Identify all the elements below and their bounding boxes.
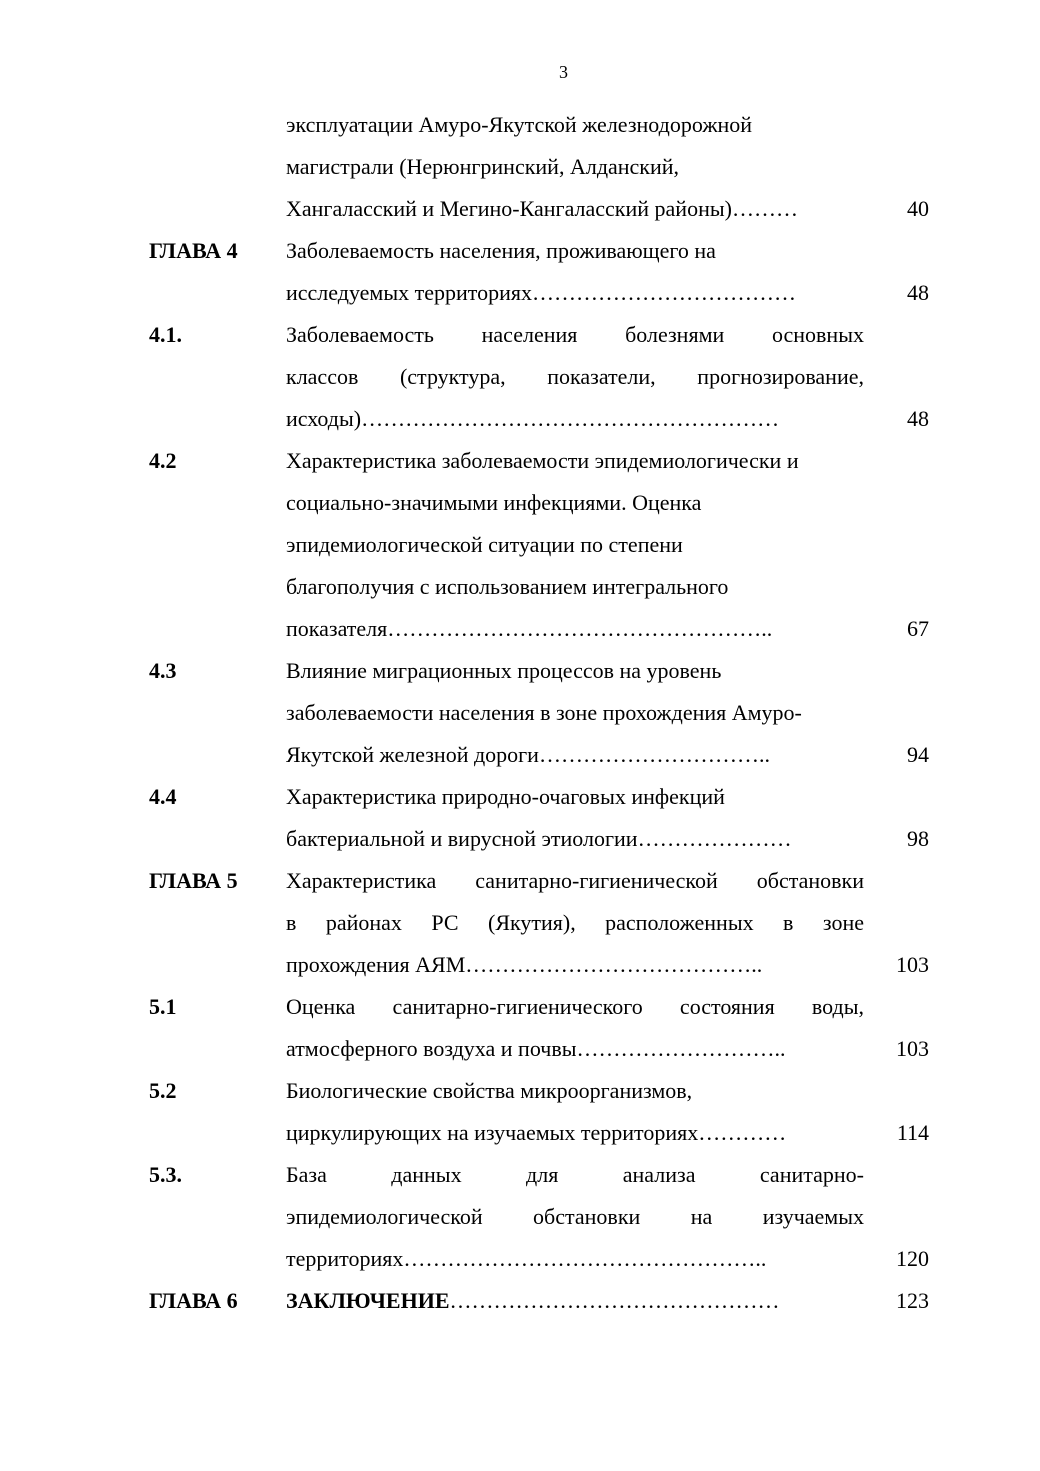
toc-entry-title (286, 986, 864, 1070)
toc-entry-title (286, 860, 864, 986)
toc-entry-page: 114 (896, 1120, 929, 1145)
toc-entry-title-line: Заболеваемость населения болезнями основных (286, 322, 864, 347)
toc-entry-label: 4.4 (149, 784, 177, 809)
table-of-contents (149, 104, 929, 1322)
toc-entry-title-line: Влияние миграционных процессов на уровень (286, 658, 722, 683)
toc-entry-page: 48 (907, 406, 929, 431)
toc-entry-title-line: эпидемиологической ситуации по степени (286, 532, 683, 557)
toc-entry-title-line: циркулирующих на изучаемых территориях………… (286, 1120, 787, 1145)
toc-entry-title-line: Характеристика природно-очаговых инфекций (286, 784, 725, 809)
toc-entry-label: ГЛАВА 6 (149, 1288, 238, 1313)
toc-entry (149, 440, 929, 650)
toc-entry (149, 1154, 929, 1280)
toc-entry-page: 98 (907, 826, 929, 851)
toc-entry-title (286, 650, 864, 776)
toc-entry (149, 776, 929, 860)
toc-entry-title-line (286, 1280, 864, 1322)
toc-entry-label: 4.2 (149, 448, 177, 473)
toc-entry-title-line: Биологические свойства микроорганизмов, (286, 1078, 693, 1103)
toc-entry-title-line: в районах РС (Якутия), расположенных в зоне (286, 910, 864, 935)
toc-entry-title-line: Характеристика заболеваемости эпидемиологически и (286, 448, 799, 473)
toc-entry-title-line: классов (структура, показатели, прогнозирование, (286, 364, 864, 389)
toc-entry-title-line: Хангаласский и Мегино-Кангаласский районы)……… (286, 196, 798, 221)
toc-entry-label: 4.3 (149, 658, 177, 683)
toc-entry-title-line: Оценка санитарно-гигиенического состояния воды, (286, 994, 864, 1019)
toc-entry-title (286, 1070, 864, 1154)
toc-entry-title-line: эпидемиологической обстановки на изучаемых (286, 1204, 864, 1229)
toc-entry-title (286, 230, 864, 314)
page-number: 3 (559, 62, 568, 82)
toc-entry-title-line: прохождения АЯМ………………………………….. (286, 952, 763, 977)
toc-entry-title-line: социально-значимыми инфекциями. Оценка (286, 490, 702, 515)
toc-entry-title (286, 104, 864, 230)
toc-entry-title-line: бактериальной и вирусной этиологии………………… (286, 826, 792, 851)
toc-entry (149, 986, 929, 1070)
toc-entry-title-line: База данных для анализа санитарно- (286, 1162, 864, 1187)
toc-entry-page: 94 (907, 742, 929, 767)
toc-entry-page: 123 (896, 1288, 929, 1313)
toc-entry-title-line: исследуемых территориях……………………………… (286, 280, 796, 305)
toc-entry-title-bold: ЗАКЛЮЧЕНИЕ (286, 1288, 450, 1313)
toc-entry (149, 104, 929, 230)
toc-entry-page: 120 (896, 1246, 929, 1271)
toc-entry-title-line: атмосферного воздуха и почвы……………………….. (286, 1036, 786, 1061)
toc-entry-title-line: территориях………………………………………….. (286, 1246, 767, 1271)
toc-entry-title-line: Заболеваемость населения, проживающего на (286, 238, 716, 263)
toc-entry-label: 5.2 (149, 1078, 177, 1103)
toc-entry-page: 67 (907, 616, 929, 641)
toc-entry-title (286, 440, 864, 650)
toc-entry-title-line: благополучия с использованием интегрального (286, 574, 729, 599)
toc-entry-title-line: показателя…………………………………………….. (286, 616, 773, 641)
toc-entry (149, 650, 929, 776)
toc-entry (149, 1070, 929, 1154)
toc-entry-label (149, 104, 286, 230)
toc-entry (149, 1280, 929, 1322)
toc-entry-page: 48 (907, 280, 929, 305)
toc-entry (149, 230, 929, 314)
toc-entry-label: 4.1. (149, 322, 182, 347)
toc-entry-label: 5.1 (149, 994, 177, 1019)
toc-entry-title-line: Характеристика санитарно-гигиенической обстановки (286, 868, 864, 893)
toc-entry-title (286, 1154, 864, 1280)
toc-entry-title (286, 314, 864, 440)
toc-entry-label: ГЛАВА 5 (149, 868, 238, 893)
toc-entry-title (286, 1280, 864, 1322)
toc-entry (149, 314, 929, 440)
toc-entry-leader: ……………………………………… (449, 1288, 780, 1313)
toc-entry-title-line: Якутской железной дороги………………………….. (286, 742, 770, 767)
toc-entry-title-line: исходы)………………………………………………… (286, 406, 780, 431)
toc-entry-page: 103 (896, 952, 929, 977)
toc-entry-label: ГЛАВА 4 (149, 238, 238, 263)
toc-entry-page: 103 (896, 1036, 929, 1061)
toc-entry-title-line: эксплуатации Амуро-Якутской железнодорожной (286, 112, 753, 137)
toc-entry-title-line: заболеваемости населения в зоне прохождения Амуро- (286, 700, 802, 725)
toc-entry-label: 5.3. (149, 1162, 182, 1187)
toc-entry-title-line: магистрали (Нерюнгринский, Алданский, (286, 154, 680, 179)
toc-entry (149, 860, 929, 986)
toc-entry-page: 40 (907, 196, 929, 221)
toc-entry-title (286, 776, 864, 860)
